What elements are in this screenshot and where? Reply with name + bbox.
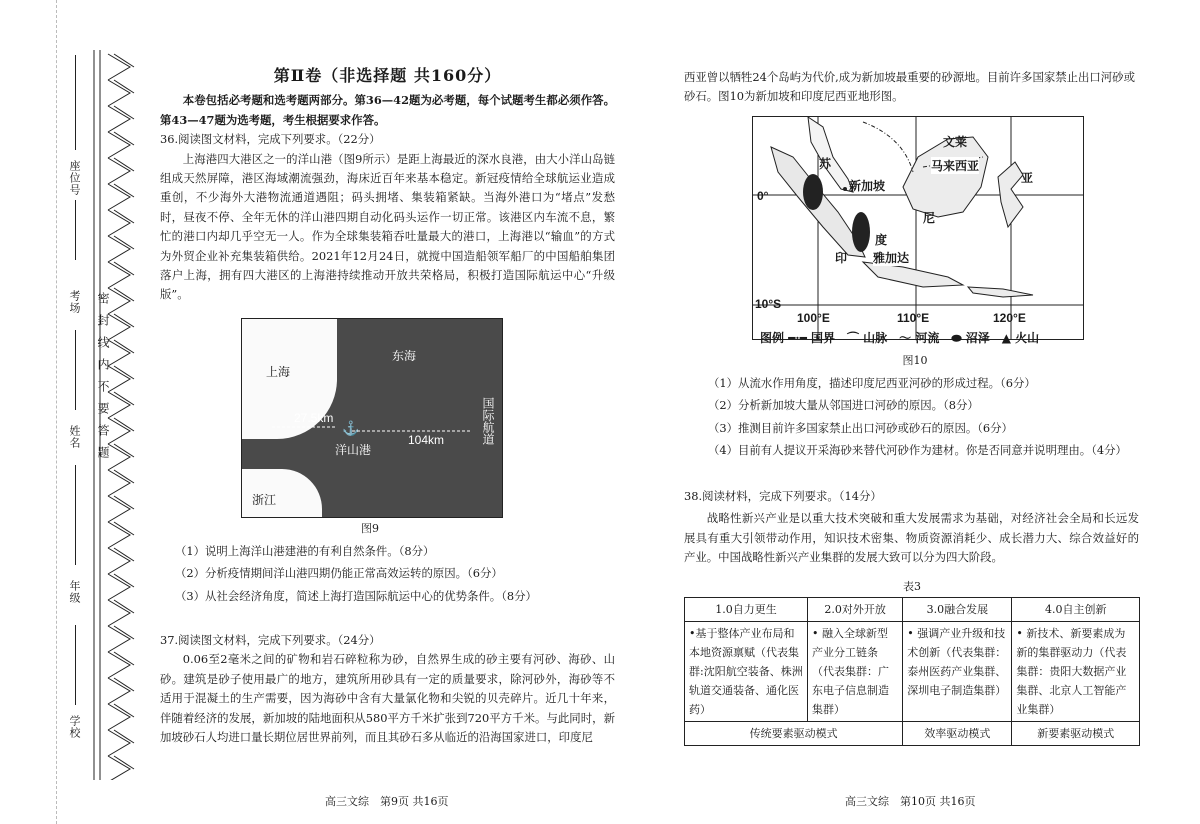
q37-item-4: （4）目前有人提议开采海砂来替代河砂作为建材。你是否同意并说明理由。（4分） xyxy=(708,443,1127,458)
grade-field xyxy=(75,625,76,705)
seat-field xyxy=(75,55,76,150)
table-cell-2: • 融入全球新型产业分工链条（代表集群：广东电子信息制造集群） xyxy=(808,622,903,722)
q36-item-1: （1）说明上海洋山港建港的有利自然条件。（8分） xyxy=(175,544,435,558)
name-field xyxy=(75,465,76,565)
q37 xyxy=(160,631,615,747)
label-equator: 0° xyxy=(757,189,769,203)
q37-continued xyxy=(684,68,1139,107)
q36-questions xyxy=(175,542,615,606)
section-title: 第Ⅱ卷（非选择题 共160分） xyxy=(273,66,502,85)
label-su: 苏 xyxy=(819,157,832,171)
label-donghai: 东海 xyxy=(392,349,417,363)
label-route: 国际航道 xyxy=(481,397,495,445)
label-wenlai: 文莱 xyxy=(943,135,968,149)
q37-continued-text: 西亚曾以牺牲24个岛屿为代价,成为新加坡最重要的砂源地。目前许多国家禁止出口河砂或砂石。图10为新加坡和印度尼西亚地形图。 xyxy=(684,70,1135,104)
seal-text: 密封线内不要答题 xyxy=(96,292,110,468)
label-singapore: 新加坡 xyxy=(849,179,886,193)
seat-label: 座位号 xyxy=(68,160,81,196)
label-ni: 尼 xyxy=(923,211,936,225)
label-jakarta: 雅加达 xyxy=(873,251,910,265)
q38-heading: 38.阅读材料，完成下列要求。（14分） xyxy=(684,489,882,503)
label-110e: 110°E xyxy=(897,311,930,325)
label-malaysia: 马来西亚 xyxy=(931,159,980,173)
q36-heading: 36.阅读图文材料，完成下列要求。（22分） xyxy=(160,132,381,147)
q38 xyxy=(684,487,1139,568)
label-du: 度 xyxy=(875,233,888,247)
left-column xyxy=(160,66,615,305)
figure-9-map xyxy=(241,318,503,518)
map10-legend: 图例 ━·━ 国界 ⌒ 山脉 〜 河流 ⬬ 沼泽 ▲ 火山 xyxy=(760,331,1040,345)
table-footer-3: 新要素驱动模式 xyxy=(1012,722,1140,746)
q37-item-2: （2）分析新加坡大量从邻国进口河砂的原因。（8分） xyxy=(708,398,979,413)
q37-questions xyxy=(708,374,1148,461)
seat-field-line2 xyxy=(75,200,76,260)
label-distance-2: 104km xyxy=(408,433,445,447)
grade-label: 年级 xyxy=(68,580,81,604)
table-cell-1: •基于整体产业布局和本地资源禀赋（代表集群:沈阳航空装备、株洲轨道交通装备、通化医药） xyxy=(685,622,808,722)
q36-item-2: （2）分析疫情期间洋山港四期仍能正常高效运转的原因。（6分） xyxy=(175,566,503,581)
page-footer-right: 高三文综 第10页 共16页 xyxy=(845,795,976,808)
figure-9-caption: 图9 xyxy=(361,522,379,535)
table-3-caption: 表3 xyxy=(903,580,921,593)
q37-text: 0.06至2毫米之间的矿物和岩石碎粒称为砂，自然界生成的砂主要有河砂、海砂、山砂。建筑是砂子使用最广的地方，建筑所用砂具有一定的质量要求，除河砂外，海砂等不适用于混凝土的生产需要，因为海砂中含有大量氯化物和尖锐的贝壳碎片。近几十年来，伴随着经济的发展，新加坡的陆地面积从580平方千米扩张到720平方千米。与此同时，新加坡砂石人均进口量长期位居世界前列，而且其砂石多从临近的沿海国家进口，印度尼 xyxy=(160,652,615,745)
label-yin: 印 xyxy=(835,251,848,265)
school-label: 学校 xyxy=(68,715,81,739)
route-lines xyxy=(242,319,502,517)
figure-10-caption: 图10 xyxy=(902,354,928,367)
page-footer-left: 高三文综 第9页 共16页 xyxy=(325,795,449,808)
label-zhejiang: 浙江 xyxy=(252,493,277,507)
table-header-1: 1.0自力更生 xyxy=(685,598,808,622)
instructions: 本卷包括必考题和选考题两部分。第36—42题为必考题，每个试题考生都必须作答。第43—47题为选考题，考生根据要求作答。 xyxy=(160,93,615,127)
label-100e: 100°E xyxy=(797,311,830,325)
table-cell-4: • 新技术、新要素成为新的集群驱动力（代表集群：贵阳大数据产业集群、北京人工智能产业集群） xyxy=(1012,622,1140,722)
map10-drawing xyxy=(753,117,1083,339)
label-distance-1: 27.5km xyxy=(294,411,334,425)
q37-heading: 37.阅读图文材料，完成下列要求。（24分） xyxy=(160,633,381,647)
table-cell-3: • 强调产业升级和技术创新（代表集群：泰州医药产业集群、深圳电子制造集群） xyxy=(903,622,1012,722)
anchor-icon: ⚓ xyxy=(342,421,360,437)
table-footer-1: 传统要素驱动模式 xyxy=(685,722,903,746)
label-120e: 120°E xyxy=(993,311,1026,325)
exam-room-label: 考场 xyxy=(68,290,81,314)
table-footer-2: 效率驱动模式 xyxy=(903,722,1012,746)
table-header-3: 3.0融合发展 xyxy=(903,598,1012,622)
table-header-4: 4.0自主创新 xyxy=(1012,598,1140,622)
label-yangshan: 洋山港 xyxy=(335,443,372,457)
q38-text: 战略性新兴产业是以重大技术突破和重大发展需求为基础，对经济社会全局和长远发展具有重大引领带动作用，知识技术密集、物质资源消耗少、成长潜力大、综合效益好的产业。中国战略性新兴产业集群的发展大致可以分为四大阶段。 xyxy=(684,511,1139,565)
name-label: 姓名 xyxy=(68,425,81,449)
q36-item-3: （3）从社会经济角度，简述上海打造国际航运中心的优势条件。（8分） xyxy=(175,588,537,603)
label-ya: 亚 xyxy=(1021,171,1034,185)
table-header-2: 2.0对外开放 xyxy=(808,598,903,622)
table-3 xyxy=(684,597,1140,746)
exam-room-field xyxy=(75,330,76,410)
q36-text: 上海港四大港区之一的洋山港（图9所示）是距上海最近的深水良港，由大小洋山岛链组成天然屏障，港区海域潮流强劲，海床近百年来基本稳定。新冠疫情给全球航运业造成重创，不少海外大港物流通道遇阻；码头拥堵、集装箱紧缺。当海外港口为“堵点”发愁时，昼夜不停、全年无休的洋山港四期自动化码头运作一切正常。该港区内车流不息，繁忙的港口内却几乎空无一人。作为全球集装箱吞吐量最大的港口，上海港以“输血”的方式为外贸企业补充集装箱供给。2021年12月24日，就搅中国造船领军船厂的中国船舶集团落户上海，拥有四大港区的上海港持续推动开放共荣格局，积极打造国际航运中心“升级版”。 xyxy=(160,151,615,302)
q37-item-3: （3）推测目前许多国家禁止出口河砂或砂石的原因。（6分） xyxy=(708,420,1013,435)
q37-item-1: （1）从流水作用角度，描述印度尼西亚河砂的形成过程。（6分） xyxy=(708,376,1036,390)
label-10s: 10°S xyxy=(755,297,782,311)
label-shanghai: 上海 xyxy=(266,365,291,379)
cut-line xyxy=(56,0,58,824)
figure-10-map xyxy=(752,116,1084,340)
